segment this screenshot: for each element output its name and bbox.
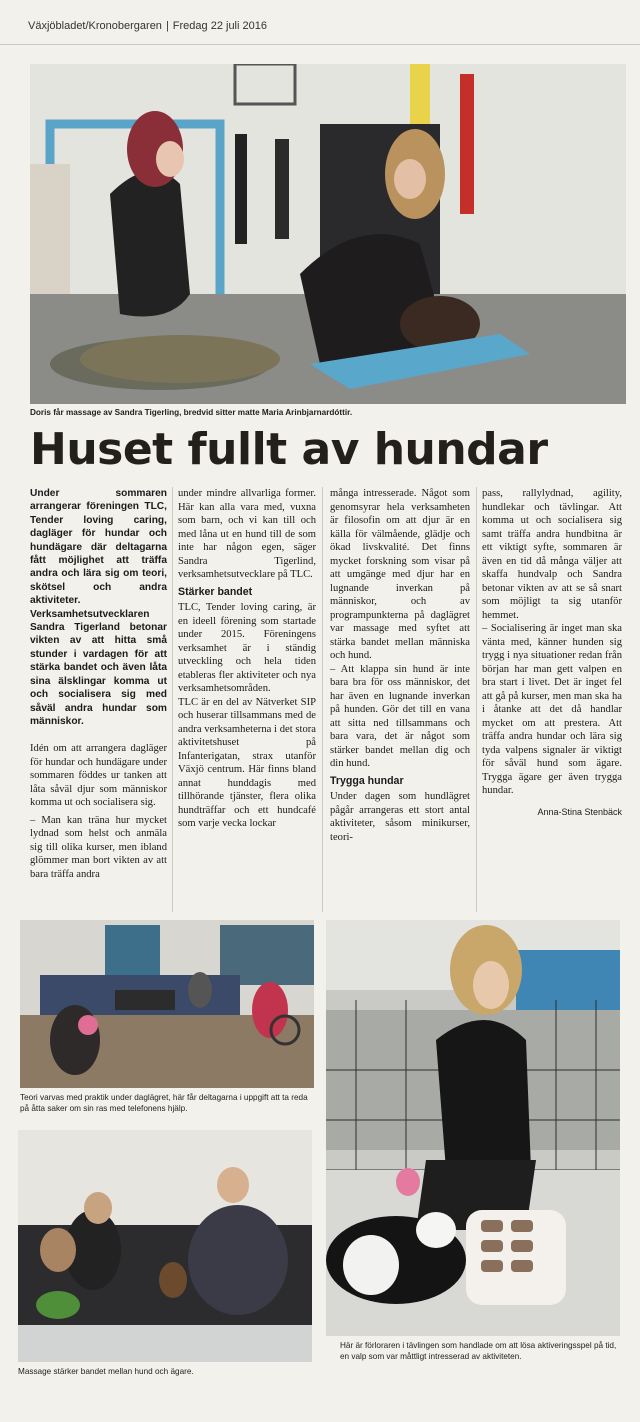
article-headline: Huset fullt av hundar (30, 424, 548, 475)
right-photo-caption: Här är förloraren i tävlingen som handlade om att lösa aktiveringsspel på tid, en valp som var måttligt intresserad av aktiviteten. (340, 1341, 617, 1361)
column-3 (330, 487, 470, 844)
col2-paragraph-2: TLC, Tender loving caring, är en ideell förening som startade under 2015. Föreningens verksamhet är i ständig utveckling och hela tiden etableras fler aktiviteter och nya verksamhetsområden. (178, 602, 316, 694)
column-rule (322, 487, 323, 912)
column-rule (172, 487, 173, 912)
bottom-left-photo-caption: Massage stärker bandet mellan hund och ägare. (18, 1367, 194, 1376)
column-4 (482, 487, 622, 819)
mid-left-photo (20, 920, 314, 1088)
col1-paragraph-1: Idén om att arrangera dagläger för hundar och hundägare under sommaren föddes ur tanken att låta såväl djur som människor komma ut och socialisera sig. (30, 743, 167, 809)
mid-left-photo-image (20, 920, 314, 1088)
issue-date: Fredag 22 juli 2016 (172, 20, 267, 32)
masthead (28, 20, 640, 32)
col2-paragraph-3: TLC är en del av Nätverket SIP och huserar tillsammans med de andra verksamheterna i det stora aktivitetshuset på Infanterigatan, strax utanför Växjö centrum. Här finns bland annat hunddagis med tillhörande tjänster, flera olika hundträffar och ett hundcafé som varje vecka lockar (178, 696, 316, 829)
newspaper-name: Växjöbladet/Kronobergaren (28, 20, 162, 32)
top-photo (30, 64, 626, 404)
col4-paragraph-2: – Socialisering är inget man ska vänta med, känner hunden sig trygg i nya situationer redan från början har man gett valpen en bra start i livet. Det är inget fel att gå på kurser, men man ska ha i åtanke att det då handlar mycket om att prestera. Att träffa andra hundar och lära sig tyda valpens signaler är viktigt för såväl hund som ägare. Trygga ägare ger även trygga hundar. (482, 623, 622, 796)
mid-left-photo-caption: Teori varvas med praktik under daglägret, här får deltagarna i uppgift att ta reda på åtta saker om sin ras med telefonens hjälp. (20, 1093, 308, 1113)
masthead-separator: | (165, 20, 169, 32)
article-byline: Anna-Stina Stenbäck (537, 806, 622, 817)
col1-paragraph-2: – Man kan träna hur mycket lydnad som helst och anmäla sig till olika kurser, men ibland glömmer man bort vikten av att bara träffa andra (30, 814, 167, 880)
right-photo (326, 920, 620, 1336)
top-photo-caption: Doris får massage av Sandra Tigerling, bredvid sitter matte Maria Arinbjarnardóttir. (30, 408, 353, 417)
subhead-trygga-hundar: Trygga hundar (330, 774, 404, 787)
bottom-left-photo (18, 1130, 312, 1362)
col2-paragraph-1: under mindre allvarliga former. Här kan alla vara med, vuxna som barn, och vi kan till och med låna ut en hund till de som inte har någon egen, säger Sandra Tigerlind, verksamhetsutvecklare på TLC. (178, 488, 316, 580)
article-lead: Under sommaren arrangerar föreningen TLC, Tender loving caring, dagläger för hundar och hundägare där deltagarna fått möjlighet att träffa andra och lära sig om teori, skötsel och andra aktiviteter. Verksamhetsutvecklaren Sandra Tigerland betonar vikten av att hitta små stunder i vardagen för att stärka bandet och även låta sina älsklingar komma ut och socialisera sig med såväl andra hundar som människor. (30, 488, 167, 727)
masthead-rule (0, 44, 640, 45)
column-1 (30, 487, 167, 881)
col3-paragraph-2: – Att klappa sin hund är inte bara bra för oss människor, det har även en lugnande inverkan på hunden. Gör det till en vana att sitta ned tillsammans och bara vara, det är något som stärker bandet mellan dig och din hund. (330, 663, 470, 769)
column-2 (178, 487, 316, 831)
col4-paragraph-1: pass, rallylydnad, agility, hundlekar och tävlingar. Att komma ut och socialisera sig samt träffa andra hundbitna är ett viktigt syfte, sommaren är även en tid då många väljer att skaffa hundvalp och Sandra betonar vikten av att se så snart som möjligt ta sig utanför hemmet. (482, 488, 622, 621)
column-rule (476, 487, 477, 912)
col3-paragraph-3: Under dagen som hundlägret pågår arrangeras ett stort antal aktiviteter, såsom minikurser, teori- (330, 791, 470, 843)
bottom-left-photo-image (18, 1130, 312, 1362)
col3-paragraph-1: många intresserade. Något som genomsyrar hela verksamheten är filosofin om att djur är en källa för välmående, glädje och ökad livskvalité. Det finns mycket forskning som visar på att umgänge med djur har en lugnande inverkan på människor, och av programpunkterna på daglägret var massage med syftet att stärka bandet mellan människa och hund. (330, 488, 470, 661)
subhead-starker-bandet: Stärker bandet (178, 585, 253, 598)
top-photo-image (30, 64, 626, 404)
right-photo-image (326, 920, 620, 1336)
